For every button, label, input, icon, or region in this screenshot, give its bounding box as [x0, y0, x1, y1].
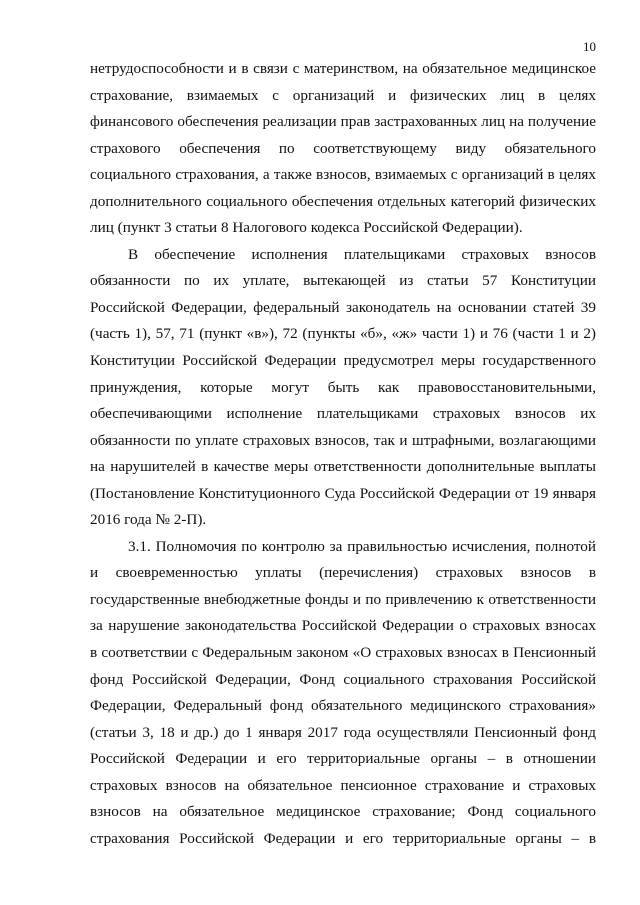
text-line: за нарушение законодательства Российской Федерации о страховых взносах [90, 617, 596, 635]
text-line: (Постановление Конституционного Суда Российской Федерации от 19 января [90, 484, 596, 502]
page-number: 10 [583, 39, 596, 54]
text-line: Федерации, Федеральный фонд обязательного медицинского страхования» [90, 697, 596, 715]
text-line: дополнительного социального обеспечения отдельных категорий физических [90, 192, 596, 210]
text-line: Конституции Российской Федерации предусмотрел меры государственного [90, 352, 596, 370]
text-line: финансового обеспечения реализации прав застрахованных лиц на получение [90, 113, 596, 131]
text-line: социального страхования, а также взносов, взимаемых с организаций в целях [90, 166, 596, 184]
text-line: страхования Российской Федерации и его территориальные органы – в [90, 829, 596, 847]
text-line: нетрудоспособности и в связи с материнством, на обязательное медицинское [90, 60, 596, 77]
text-line: 2016 года № 2-П). [90, 511, 207, 529]
text-line: обеспечивающими исполнение плательщиками страховых взносов их [90, 405, 596, 423]
text-line: Российской Федерации и его территориальные органы – в отношении [90, 750, 596, 768]
text-line: лиц (пункт 3 статьи 8 Налогового кодекса Российской Федерации). [90, 219, 523, 237]
text-line: фонд Российской Федерации, Фонд социального страхования Российской [90, 670, 596, 688]
text-line: взносов на обязательное медицинское страхование; Фонд социального [90, 803, 596, 821]
text-line: в соответствии с Федеральным законом «О страховых взносах в Пенсионный [90, 644, 596, 662]
text-line: обязанности по их уплате, вытекающей из статьи 57 Конституции [90, 272, 596, 290]
text-line: страховых взносов на обязательное пенсионное страхование и страховых [90, 776, 596, 794]
text-line: В обеспечение исполнения плательщиками страховых взносов [128, 245, 596, 263]
text-line: принуждения, которые могут быть как правовосстановительными, [90, 378, 596, 396]
text-line: Российской Федерации, федеральный законодатель на основании статей 39 [90, 298, 596, 316]
text-line: страхование, взимаемых с организаций и физических лиц в целях [90, 86, 596, 104]
text-line: страхового обеспечения по соответствующему виду обязательного [90, 139, 596, 157]
text-line: обязанности по уплате страховых взносов, так и штрафными, возлагающими [90, 431, 596, 449]
text-line: и своевременностью уплаты (перечисления) страховых взносов в [90, 564, 596, 582]
text-line: 3.1. Полномочия по контролю за правильностью исчисления, полнотой [128, 537, 596, 555]
text-line: (часть 1), 57, 71 (пункт «в»), 72 (пункты «б», «ж» части 1) и 76 (части 1 и 2) [90, 325, 596, 343]
document-body [90, 56, 596, 852]
text-line: (статьи 3, 18 и др.) до 1 января 2017 года осуществляли Пенсионный фонд [90, 723, 596, 741]
text-line: на нарушителей в качестве меры ответственности дополнительные выплаты [90, 458, 596, 476]
text-line: государственные внебюджетные фонды и по привлечению к ответственности [90, 590, 596, 608]
